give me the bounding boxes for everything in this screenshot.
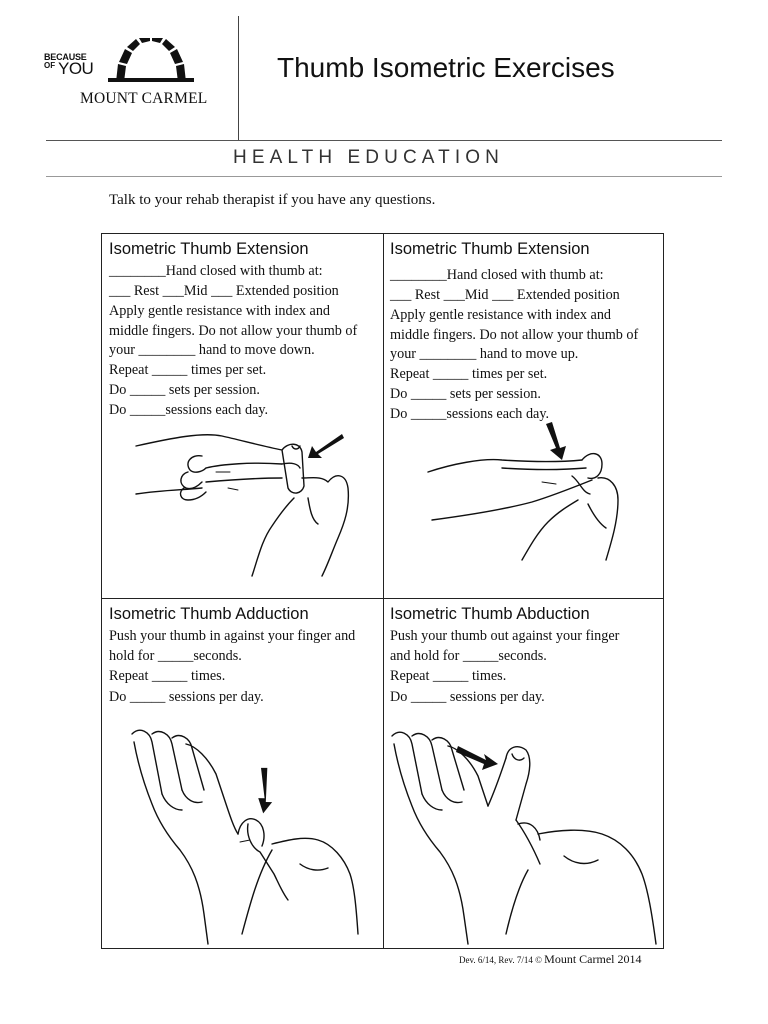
revision-footer [459,952,642,967]
instruction-line: Do _____ sessions per day. [390,688,545,705]
instruction-line: Push your thumb out against your finger [390,628,620,644]
logo-because-text: BECAUSE [44,52,87,62]
exercise-title: Isometric Thumb Abduction [390,605,590,623]
instruction-line: Do _____ sets per session. [109,382,260,398]
instruction-line: ___ Rest ___Mid ___ Extended position [390,286,620,303]
instruction-line: your ________ hand to move down. [109,342,315,358]
intro-text: Talk to your rehab therapist if you have any questions. [109,192,436,208]
exercise-title: Isometric Thumb Extension [109,240,309,258]
instruction-line: ________Hand closed with thumb at: [109,263,323,279]
instruction-line: Repeat _____ times per set. [109,361,267,378]
instruction-line: middle fingers. Do not allow your thumb of [109,322,358,339]
exercise-title: Isometric Thumb Extension [390,240,590,258]
exercise-cell-adduction [109,603,385,707]
instruction-line: hold for _____seconds. [109,647,242,664]
instruction-line: ___ Rest ___Mid ___ Extended position [109,282,339,299]
adduction-illustration [122,724,362,946]
instruction-line: and hold for _____seconds. [390,647,547,664]
instruction-line: your ________ hand to move up. [390,346,579,362]
instruction-line: Apply gentle resistance with index and [109,303,331,319]
instruction-line: Do _____ sessions per day. [109,688,264,705]
instruction-line: Do _____ sets per session. [390,386,541,402]
section-rule-top [46,140,722,141]
instruction-line: ________Hand closed with thumb at: [390,267,604,283]
revision-text: Dev. 6/14, Rev. 7/14 © [459,955,542,965]
instruction-line: Push your thumb in against your finger and [109,628,356,644]
page-title: Thumb Isometric Exercises [277,52,615,83]
logo-of-text: OF [44,61,56,70]
instruction-line: middle fingers. Do not allow your thumb of [390,326,639,343]
exercise-cell-extension-up [390,238,666,424]
arch-logo-icon [106,38,196,84]
exercise-title: Isometric Thumb Adduction [109,605,309,623]
abduction-illustration [388,724,660,946]
header-divider [238,16,239,140]
extension-thumb-up-illustration [422,420,622,570]
exercise-cell-abduction [390,603,666,707]
instruction-line: Repeat _____ times per set. [390,365,548,382]
extension-thumb-down-illustration [132,428,362,578]
copyright-organization: Mount Carmel 2014 [544,952,642,966]
logo-organization-name: MOUNT CARMEL [80,90,208,107]
mount-carmel-logo [44,38,234,110]
instruction-line: Do _____sessions each day. [109,401,269,418]
exercise-grid [101,233,664,949]
instruction-line: Repeat _____ times. [390,668,507,684]
exercise-cell-extension-down [109,238,385,420]
instruction-line: Repeat _____ times. [109,668,226,684]
section-heading: HEALTH EDUCATION [233,147,504,168]
grid-divider-horizontal [102,598,663,599]
instruction-line: Do _____sessions each day. [390,405,550,422]
section-rule-bottom [46,176,722,177]
instruction-line: Apply gentle resistance with index and [390,307,612,323]
logo-you-text: YOU [58,59,94,78]
